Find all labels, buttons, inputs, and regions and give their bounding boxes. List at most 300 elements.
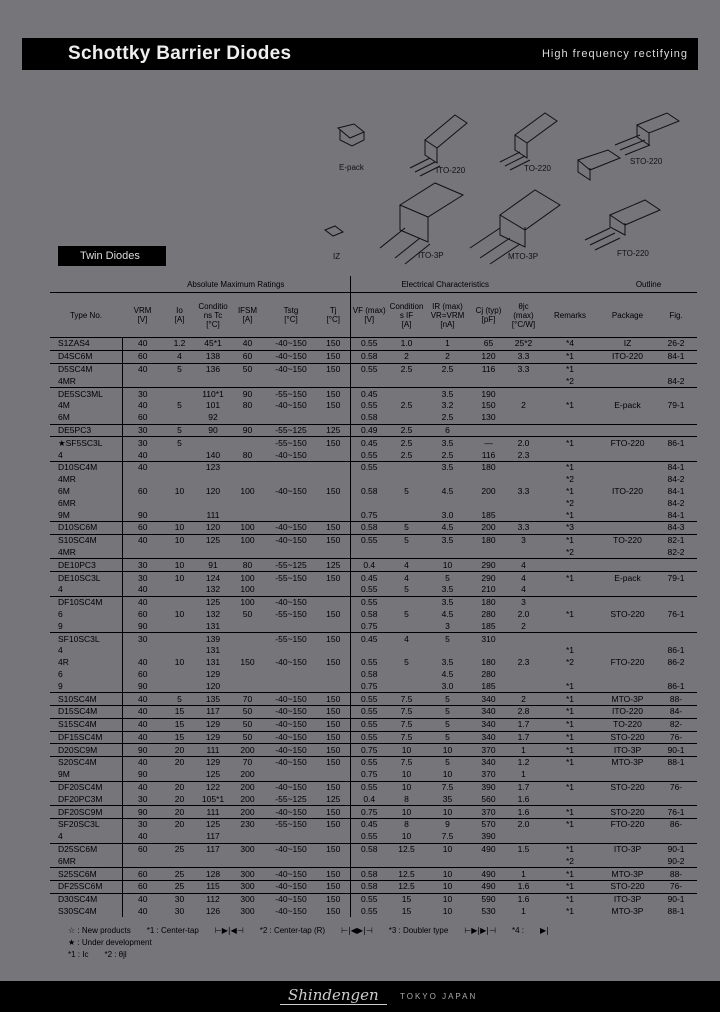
cell: 40 — [122, 893, 163, 905]
cell: -55~125 — [265, 424, 317, 437]
column-header — [470, 293, 507, 338]
cell — [470, 855, 507, 867]
cell: 150 — [317, 572, 350, 584]
cell — [507, 375, 540, 387]
type-number: S30SC4M — [50, 906, 122, 918]
cell: 0.75 — [360, 680, 378, 691]
table-row — [50, 680, 697, 692]
type-number: 9 — [50, 680, 122, 692]
cell — [388, 474, 425, 486]
cell — [317, 461, 350, 473]
type-number: D25SC6M — [50, 843, 122, 855]
cell: 120 — [205, 680, 221, 691]
cell — [317, 669, 350, 681]
cell — [265, 412, 317, 424]
cell: -40~150 — [265, 705, 317, 718]
cell: 129 — [196, 718, 230, 731]
cell: 5 — [163, 363, 196, 375]
table-row — [50, 509, 697, 521]
cell: 7.5 — [388, 731, 425, 744]
cell — [230, 855, 265, 867]
cell: 180 — [481, 657, 496, 668]
cell: 125 — [317, 559, 350, 572]
cell — [600, 633, 655, 645]
package-label: ITO-220 — [436, 166, 466, 175]
cell: 30 — [122, 437, 163, 449]
cell: 100 — [230, 534, 265, 546]
cell: 3.0 — [441, 509, 454, 520]
cell — [265, 680, 317, 692]
cell: 150 — [481, 400, 496, 411]
cell — [425, 855, 470, 867]
cell — [265, 547, 317, 559]
cell: -40~150 — [265, 806, 317, 819]
cell: 40 — [122, 757, 163, 769]
cell: 1.5 — [507, 843, 540, 855]
cell: *1 — [540, 705, 600, 718]
cell: 150 — [317, 388, 350, 400]
column-header — [350, 293, 388, 338]
cell: 4.5 — [441, 668, 454, 679]
cell: 5 — [163, 693, 196, 706]
cell: 40 — [122, 781, 163, 793]
cell — [388, 509, 425, 521]
table-row — [50, 843, 697, 855]
cell: 116 — [481, 449, 496, 460]
cell — [655, 669, 697, 681]
table-row — [50, 757, 697, 769]
cell — [540, 388, 600, 400]
cell: E-pack — [600, 572, 655, 584]
table-row — [50, 881, 697, 894]
column-header — [655, 293, 697, 338]
type-number: D10SC6M — [50, 521, 122, 534]
cell: 200 — [230, 806, 265, 819]
cell: 40 — [122, 534, 163, 546]
type-number: SF20SC3L — [50, 819, 122, 831]
column-header — [230, 293, 265, 338]
cell: 150 — [317, 350, 350, 363]
cell: -55~125 — [265, 559, 317, 572]
cell: 132 — [205, 608, 221, 619]
cell: 150 — [317, 705, 350, 718]
header-unit: [A] — [242, 315, 253, 324]
cell: -55~125 — [275, 793, 307, 804]
header-unit: [A] — [401, 319, 412, 329]
cell — [600, 461, 655, 473]
header-label: Io — [176, 306, 183, 315]
cell — [655, 620, 697, 632]
table-row — [50, 363, 697, 375]
cell: 86-1 — [667, 645, 685, 656]
cell: 7.5 — [388, 757, 425, 769]
cell: 1 — [521, 906, 526, 917]
cell — [425, 474, 470, 486]
cell: 116 — [470, 363, 507, 375]
cell: 40 — [122, 363, 163, 375]
type-number: S1ZAS4 — [50, 338, 122, 351]
cell: MTO-3P — [600, 868, 655, 881]
type-number: 4 — [50, 584, 122, 596]
cell — [122, 855, 163, 867]
cell — [163, 388, 196, 400]
cell: 5 — [425, 633, 470, 645]
cell: 4 — [388, 559, 425, 572]
cell: 90-2 — [667, 855, 685, 866]
diode-table — [50, 276, 697, 917]
diode-symbol-icon: ▶| — [539, 926, 549, 935]
cell: 2 — [388, 350, 425, 363]
cell: -55~150 — [265, 388, 317, 400]
group-outline: Outline — [600, 276, 697, 293]
cell: 125 — [205, 769, 221, 780]
cell — [265, 584, 317, 596]
cell — [388, 620, 425, 632]
cell — [388, 497, 425, 509]
cell: 1.2 — [173, 338, 186, 349]
cell: 150 — [317, 534, 350, 546]
cell: 90 — [230, 388, 265, 400]
cell: 3.5 — [425, 437, 470, 449]
cell: 129 — [205, 668, 221, 679]
cell: 4.5 — [441, 608, 454, 619]
cell: 340 — [470, 718, 507, 731]
cell: 7.5 — [388, 718, 425, 731]
cell — [265, 497, 317, 509]
cell: 65 — [483, 338, 494, 349]
cell: *4 — [565, 338, 575, 349]
diode-symbol-icon: ⊢|◀▶|⊣ — [341, 926, 373, 935]
cell: 50 — [230, 705, 265, 718]
cell: 4 — [388, 633, 425, 645]
cell: 0.55 — [360, 584, 378, 595]
type-number: D30SC4M — [50, 893, 122, 905]
type-number: 4MR — [50, 474, 122, 486]
cell — [600, 669, 655, 681]
cell: 25 — [163, 881, 196, 894]
cell — [163, 669, 196, 681]
cell — [507, 547, 540, 559]
cell: 150 — [317, 400, 350, 412]
cell: 0.55 — [350, 693, 388, 706]
cell: 86-1 — [655, 437, 697, 449]
cell — [425, 645, 470, 657]
cell — [196, 497, 230, 509]
cell: *1 — [540, 881, 600, 894]
cell: 4 — [521, 584, 526, 595]
cell: 79-1 — [655, 572, 697, 584]
cell — [388, 855, 425, 867]
cell: 300 — [230, 893, 265, 905]
cell: MTO-3P — [600, 757, 655, 769]
cell — [540, 449, 600, 461]
cell: 30 — [122, 424, 163, 437]
cell — [317, 620, 350, 632]
cell: 1.7 — [507, 781, 540, 793]
cell: 150 — [317, 781, 350, 793]
cell: 0.45 — [350, 437, 388, 449]
cell: 100 — [230, 521, 265, 534]
table-row — [50, 596, 697, 608]
cell: 15 — [163, 705, 196, 718]
cell — [350, 855, 388, 867]
cell: 290 — [470, 572, 507, 584]
package-label: IZ — [333, 252, 341, 261]
cell: 25 — [163, 868, 196, 881]
cell: 185 — [481, 680, 496, 691]
cell: 10 — [163, 534, 196, 546]
package-label: E-pack — [339, 163, 364, 172]
table-row — [50, 388, 697, 400]
cell — [540, 584, 600, 596]
cell — [317, 831, 350, 843]
cell: 200 — [240, 769, 255, 780]
cell: 150 — [317, 819, 350, 831]
cell — [350, 547, 388, 559]
cell: 90 — [138, 680, 148, 691]
cell: 2.0 — [517, 608, 530, 619]
cell — [540, 412, 600, 424]
cell: 117 — [196, 705, 230, 718]
table-row — [50, 375, 697, 387]
cell: 530 — [481, 906, 496, 917]
cell: 0.4 — [350, 559, 388, 572]
cell: STO-220 — [600, 781, 655, 793]
cell: 10 — [174, 608, 185, 619]
cell — [350, 474, 388, 486]
cell: 0.58 — [350, 521, 388, 534]
cell: 60 — [138, 485, 148, 496]
cell: MTO-3P — [600, 693, 655, 706]
cell: 90 — [122, 806, 163, 819]
cell: 230 — [230, 819, 265, 831]
cell — [655, 424, 697, 437]
cell: 15 — [401, 906, 412, 917]
cell — [163, 461, 196, 473]
cell — [163, 474, 196, 486]
column-header — [50, 293, 122, 338]
cell: 60 — [230, 350, 265, 363]
cell: 0.58 — [350, 350, 388, 363]
cell: 7.5 — [441, 831, 454, 842]
cell — [230, 497, 265, 509]
note-2: *2 : θjl — [104, 950, 127, 959]
cell: 10 — [425, 843, 470, 855]
notes-row — [68, 949, 698, 961]
cell: 82-2 — [667, 546, 685, 557]
cell — [388, 412, 425, 424]
cell: 0.55 — [350, 596, 388, 608]
diode-symbol-icon: ⊢▶|▶|⊣ — [464, 926, 496, 935]
cell: 120 — [470, 350, 507, 363]
cell: -40~150 — [275, 449, 307, 460]
cell — [425, 497, 470, 509]
cell: 0.58 — [360, 412, 378, 423]
cell: 88- — [655, 868, 697, 881]
cell: -40~150 — [265, 534, 317, 546]
cell: TO-220 — [600, 718, 655, 731]
cell: 10 — [425, 893, 470, 905]
type-number: DE5PC3 — [50, 424, 122, 437]
cell — [163, 620, 196, 632]
cell — [655, 388, 697, 400]
cell: 0.55 — [350, 705, 388, 718]
type-number: DE10SC3L — [50, 572, 122, 584]
table-row — [50, 534, 697, 546]
cell: 90 — [138, 620, 148, 631]
cell: 3 — [507, 534, 540, 546]
cell — [388, 680, 425, 692]
cell: 2.5 — [388, 363, 425, 375]
cell — [600, 769, 655, 781]
cell: 200 — [481, 485, 496, 496]
cell: 1.6 — [507, 881, 540, 894]
cell: 0.58 — [350, 881, 388, 894]
cell: -40~150 — [275, 400, 307, 411]
cell — [507, 388, 540, 400]
type-number: 9 — [50, 620, 122, 632]
note-center-tap: *1 : Center-tap — [146, 926, 199, 935]
cell — [600, 645, 655, 657]
cell: 124 — [196, 572, 230, 584]
table-row — [50, 412, 697, 424]
table-row — [50, 437, 697, 449]
cell — [265, 831, 317, 843]
notes-row — [68, 925, 698, 937]
cell — [163, 449, 196, 461]
cell: 185 — [481, 620, 496, 631]
cell: *1 — [540, 572, 600, 584]
cell: 0.55 — [350, 363, 388, 375]
cell: 340 — [470, 731, 507, 744]
cell: STO-220 — [610, 608, 645, 619]
type-number: D5SC4M — [50, 363, 122, 375]
cell: — — [470, 437, 507, 449]
cell: 3.5 — [441, 584, 454, 595]
cell — [655, 769, 697, 781]
cell: 0.55 — [350, 461, 388, 473]
cell — [600, 412, 655, 424]
cell: 10 — [442, 906, 453, 917]
table-row — [50, 584, 697, 596]
cell: 5 — [404, 584, 409, 595]
cell: 40 — [122, 596, 163, 608]
cell — [600, 584, 655, 596]
type-number: 6 — [50, 609, 122, 621]
cell: 0.55 — [350, 534, 388, 546]
header-unit: [°C/W] — [511, 319, 536, 329]
cell — [600, 680, 655, 692]
cell: 123 — [196, 461, 230, 473]
cell: 280 — [481, 668, 496, 679]
cell: 390 — [470, 781, 507, 793]
cell — [470, 474, 507, 486]
cell — [163, 412, 196, 424]
cell: 0.55 — [350, 893, 388, 905]
cell: 0.45 — [350, 819, 388, 831]
table-row — [50, 669, 697, 681]
cell: 111 — [196, 806, 230, 819]
cell: 12.5 — [388, 868, 425, 881]
cell: 340 — [470, 693, 507, 706]
note-doubler: *3 : Doubler type — [388, 926, 449, 935]
cell: 111 — [206, 509, 220, 520]
cell: *1 — [540, 744, 600, 757]
cell: *1 — [540, 534, 600, 546]
cell: 70 — [230, 693, 265, 706]
cell: STO-220 — [600, 881, 655, 894]
group-amr: Absolute Maximum Ratings — [122, 276, 350, 293]
title-bar — [22, 38, 698, 70]
cell — [265, 509, 317, 521]
table-row — [50, 855, 697, 867]
type-number: 4 — [50, 831, 122, 843]
cell: *1 — [540, 843, 600, 855]
cell: 9 — [425, 819, 470, 831]
cell: 10 — [163, 572, 196, 584]
cell: 40 — [138, 338, 148, 349]
cell — [163, 831, 196, 843]
column-header — [388, 293, 425, 338]
cell: 2 — [507, 693, 540, 706]
cell: 0.55 — [360, 449, 378, 460]
cell — [230, 375, 265, 387]
cell: 4.5 — [441, 485, 454, 496]
cell — [600, 793, 655, 805]
cell: 76-1 — [655, 806, 697, 819]
cell: 300 — [230, 868, 265, 881]
cell: 180 — [470, 461, 507, 473]
cell: 130 — [481, 412, 496, 423]
cell: 30 — [122, 572, 163, 584]
cell — [350, 497, 388, 509]
cell: *2 — [565, 546, 575, 557]
table-row — [50, 793, 697, 805]
cell: 150 — [317, 363, 350, 375]
cell — [507, 461, 540, 473]
table-row — [50, 350, 697, 363]
cell: 5 — [425, 718, 470, 731]
cell: 40 — [138, 400, 148, 411]
type-number: 4 — [50, 645, 122, 657]
cell: 300 — [230, 881, 265, 894]
cell: STO-220 — [600, 731, 655, 744]
cell — [230, 437, 265, 449]
cell: 5 — [404, 657, 409, 668]
package-label: ITO-3P — [418, 251, 444, 260]
brand-logo: Shindengen — [280, 986, 387, 1005]
table-row — [50, 424, 697, 437]
cell: 100 — [240, 584, 255, 595]
cell: 80 — [242, 400, 253, 411]
cell: FTO-220 — [600, 437, 655, 449]
cell: 0.75 — [360, 509, 378, 520]
cell: 2 — [521, 400, 526, 411]
cell — [196, 437, 230, 449]
cell: 200 — [230, 744, 265, 757]
cell: 35 — [442, 793, 453, 804]
cell: 40 — [122, 731, 163, 744]
cell: ITO-3P — [600, 744, 655, 757]
cell: 5 — [425, 731, 470, 744]
cell — [600, 363, 655, 375]
footer — [0, 981, 720, 1012]
column-header — [600, 293, 655, 338]
cell: 180 — [470, 534, 507, 546]
cell: 150 — [317, 868, 350, 881]
column-header — [425, 293, 470, 338]
cell: 80 — [242, 449, 253, 460]
